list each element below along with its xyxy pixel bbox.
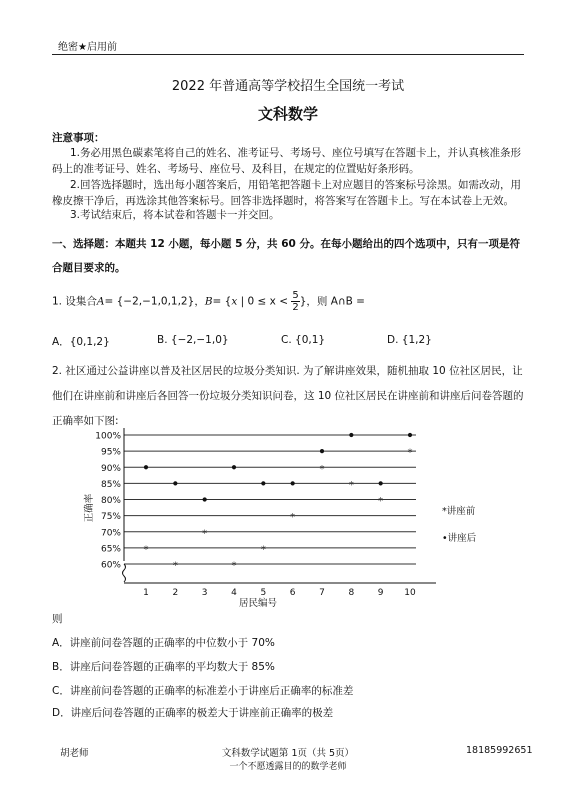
q1-separator: ，	[194, 295, 205, 308]
q1-ask: ，则 A∩B =	[306, 295, 365, 308]
q1-set-b-cond: | 0 ≤ x <	[237, 295, 292, 308]
point-after	[173, 481, 177, 485]
q1-option-c-label: C.	[281, 334, 292, 346]
q2-option-c: C．讲座前问卷答题的正确率的标准差小于讲座后正确率的标准差	[52, 685, 354, 697]
q1-set-b-open: = {	[212, 295, 232, 308]
q1-set-a-var: A	[96, 295, 105, 308]
confidential-label: 绝密★启用前	[58, 42, 117, 53]
point-before: *	[202, 528, 208, 540]
q1-option-a-label: A．	[52, 336, 70, 348]
q1-option-a	[52, 334, 110, 349]
y-tick-label: 60%	[100, 560, 121, 571]
note-item-1: 1.务必用黑色碳素笔将自己的姓名、准考证号、考场号、座位号填写在答题卡上，并认真核准条形码上的准考证号、姓名、考场号、座位号、及科目，在规定的位置贴好条形码。	[52, 147, 522, 175]
x-tick-label: 5	[260, 588, 267, 598]
q1-set-b-var: B	[204, 295, 213, 308]
y-tick-label: 95%	[100, 447, 121, 458]
footer-author: 胡老师	[60, 748, 89, 759]
x-tick-label: 2	[172, 588, 179, 598]
exam-title: 2022 年普通高等学校招生全国统一考试	[171, 79, 405, 94]
point-after	[320, 449, 324, 453]
q2-option-b: B．讲座后问卷答题的正确率的平均数大于 85%	[52, 661, 275, 673]
point-before: *	[143, 544, 149, 556]
q1-option-b-value: {−2,−1,0}	[170, 334, 229, 346]
footer-note: 一个不愿透露目的的数学老师	[229, 762, 347, 772]
point-after	[349, 433, 353, 437]
point-after	[379, 481, 383, 485]
q1-fraction	[291, 290, 299, 313]
legend-after: •讲座后	[442, 533, 477, 544]
x-tick-label: 1	[143, 588, 149, 598]
y-tick-label: 85%	[100, 479, 121, 490]
legend-before: *讲座前	[442, 506, 476, 517]
question-2-stem: 2. 社区通过公益讲座以普及社区居民的垃圾分类知识. 为了解讲座效果，随机抽取 10 位社区居民，让他们在讲座前和讲座后各回答一份垃圾分类知识问卷，这 10 位社区居民在讲座前和讲座后问卷答题的正确率如下图:	[52, 365, 524, 427]
point-after	[144, 465, 148, 469]
q2-option-d: D．讲座后问卷答题的正确率的极差大于讲座前正确率的极差	[52, 707, 334, 719]
footer-page-info: 文科数学试题第 1页（共 5页）	[221, 748, 355, 759]
point-before: *	[348, 479, 354, 491]
footer-phone: 18185992651	[466, 745, 533, 756]
exam-subject: 文科数学	[257, 105, 318, 123]
q1-set-b-close: }	[299, 295, 307, 308]
q1-option-d-value: {1,2}	[401, 334, 432, 346]
q1-lead: 1. 设集合	[52, 295, 97, 308]
chart-marks	[144, 433, 413, 572]
accuracy-scatter-chart	[80, 423, 500, 613]
q1-option-c-value: {0,1}	[295, 334, 326, 346]
header-rule	[52, 54, 524, 55]
q1-option-b	[157, 334, 229, 346]
x-tick-label: 10	[404, 588, 416, 598]
chart-labels	[83, 432, 477, 610]
chart-grid	[124, 435, 416, 564]
x-tick-label: 4	[231, 588, 237, 598]
axis-break-mark	[123, 564, 126, 582]
q1-fraction-denominator: 2	[292, 302, 299, 313]
q1-option-c	[281, 334, 325, 346]
point-before: *	[378, 496, 384, 507]
x-tick-label: 6	[289, 588, 296, 598]
point-before: *	[407, 447, 413, 459]
note-item-3: 3.考试结束后，将本试卷和答题卡一并交回。	[70, 209, 280, 221]
q2-option-a: A．讲座前问卷答题的正确率的中位数小于 70%	[52, 637, 275, 649]
y-tick-label: 90%	[100, 463, 121, 474]
q1-option-d-label: D.	[387, 334, 399, 346]
x-axis-title: 居民编号	[238, 598, 278, 609]
x-tick-label: 8	[348, 588, 355, 598]
y-tick-label: 80%	[100, 496, 121, 506]
y-tick-label: 100%	[95, 431, 121, 442]
q1-set-b-x: x	[231, 295, 238, 308]
x-tick-label: 3	[201, 588, 208, 598]
point-before: *	[290, 512, 296, 524]
point-after	[203, 497, 207, 501]
point-after	[232, 465, 236, 469]
q1-option-b-label: B.	[157, 334, 168, 346]
point-after	[291, 481, 295, 485]
note-item-2: 2.回答选择题时，选出每小题答案后，用铅笔把答题卡上对应题目的答案标号涂黑。如需改动，用橡皮擦干净后，再选涂其他答案标号。回答非选择题时，将答案写在答题卡上。写在本试卷上无效。	[52, 179, 522, 207]
x-tick-label: 9	[377, 588, 384, 598]
q1-option-d	[387, 334, 432, 346]
q1-fraction-numerator: 5	[292, 290, 299, 301]
point-before: *	[260, 544, 266, 556]
point-after	[408, 433, 412, 437]
point-before: *	[172, 560, 178, 572]
question-1	[52, 290, 365, 313]
x-tick-label: 7	[319, 588, 325, 598]
y-tick-label: 75%	[100, 512, 121, 523]
y-tick-label: 65%	[100, 544, 121, 555]
point-after	[261, 481, 265, 485]
q1-option-a-value: {0,1,2}	[69, 336, 110, 348]
q2-then: 则	[52, 613, 63, 625]
y-tick-label: 70%	[100, 528, 121, 539]
notes-heading: 注意事项：	[52, 132, 105, 144]
q1-set-a-value: = {−2,−1,0,1,2}	[104, 295, 195, 308]
y-axis-title: 正确率	[84, 493, 95, 523]
point-before: *	[231, 560, 237, 572]
section-heading: 一、选择题：本题共 12 小题，每小题 5 分，共 60 分。在每小题给出的四个选项中，只有一项是符合题目要求的。	[52, 238, 520, 274]
point-before: *	[319, 463, 325, 475]
